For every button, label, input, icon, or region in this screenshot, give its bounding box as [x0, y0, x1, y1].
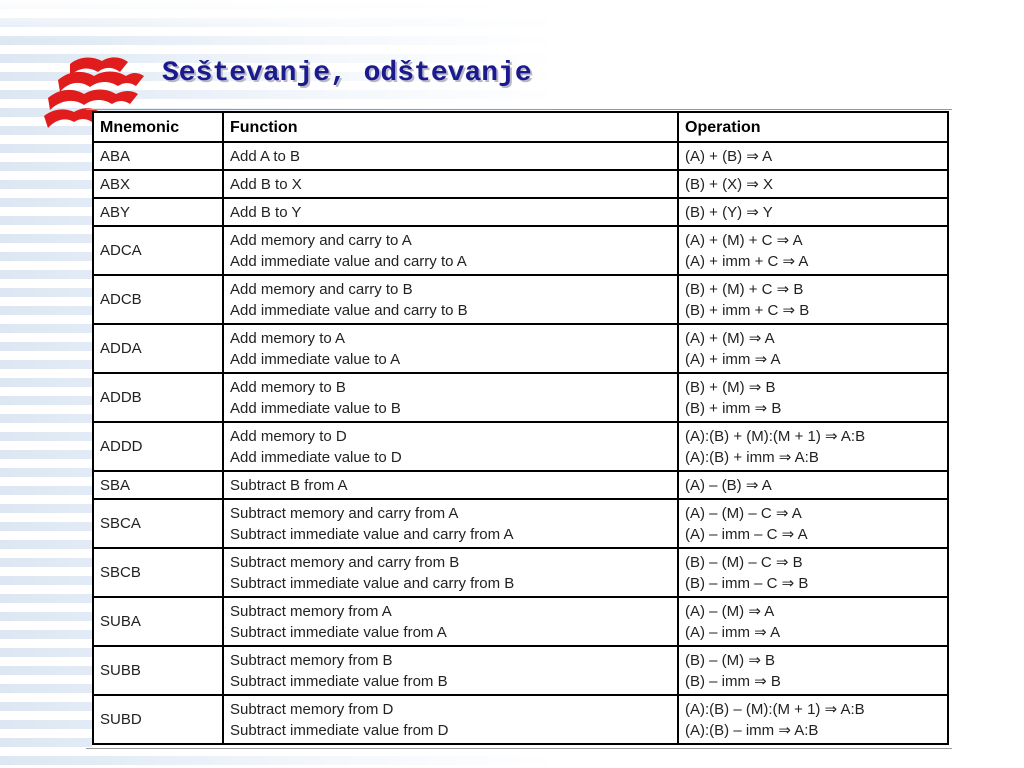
table-row [93, 422, 948, 471]
function-text: Subtract memory from D [230, 700, 394, 718]
mnemonic-cell: ADDA [93, 324, 223, 373]
function-cell [223, 646, 678, 695]
function-cell [223, 597, 678, 646]
mnemonic-cell: ADDD [93, 422, 223, 471]
mnemonic-cell: ADCB [93, 275, 223, 324]
operation-text: (B) + (M) ⇒ B [685, 378, 776, 396]
operation-cell [678, 646, 948, 695]
function-cell [223, 198, 678, 226]
mnemonic-cell: SUBD [93, 695, 223, 744]
operation-text: (A):(B) + imm ⇒ A:B [685, 448, 819, 466]
mnemonic-cell: ABY [93, 198, 223, 226]
operation-text: (B) + (Y) ⇒ Y [685, 203, 773, 221]
background-fade [0, 0, 1024, 40]
operation-text: (A) + (M) + C ⇒ A [685, 231, 803, 249]
function-text: Add memory to B [230, 378, 346, 396]
function-cell [223, 170, 678, 198]
operation-cell [678, 695, 948, 744]
mnemonic-cell: SBCA [93, 499, 223, 548]
function-cell [223, 422, 678, 471]
operation-text: (A):(B) – (M):(M + 1) ⇒ A:B [685, 700, 865, 718]
table-row [93, 646, 948, 695]
function-text: Subtract memory from B [230, 651, 393, 669]
function-text: Add immediate value and carry to A [230, 252, 467, 270]
function-cell [223, 373, 678, 422]
function-text: Subtract immediate value and carry from B [230, 574, 515, 592]
operation-text: (B) – (M) – C ⇒ B [685, 553, 803, 571]
function-text: Add immediate value and carry to B [230, 301, 468, 319]
instruction-table-container [92, 111, 947, 747]
operation-text: (A) – imm – C ⇒ A [685, 525, 808, 543]
function-text: Subtract immediate value from A [230, 623, 447, 641]
operation-cell [678, 499, 948, 548]
function-text: Add B to Y [230, 203, 302, 221]
function-text: Add B to X [230, 175, 302, 193]
table-row [93, 198, 948, 226]
operation-cell [678, 471, 948, 499]
function-cell [223, 548, 678, 597]
table-row [93, 471, 948, 499]
operation-text: (A) – (B) ⇒ A [685, 476, 772, 494]
table-row [93, 695, 948, 744]
mnemonic-cell: ABA [93, 142, 223, 170]
operation-cell [678, 548, 948, 597]
function-text: Add immediate value to D [230, 448, 402, 466]
function-text: Add memory to A [230, 329, 346, 347]
page-title: Seštevanje, odštevanje [162, 58, 532, 89]
table-row [93, 142, 948, 170]
table-row [93, 373, 948, 422]
operation-cell [678, 170, 948, 198]
operation-text: (A) – imm ⇒ A [685, 623, 781, 641]
function-cell [223, 471, 678, 499]
operation-text: (B) – (M) ⇒ B [685, 651, 776, 669]
operation-text: (B) + imm + C ⇒ B [685, 301, 810, 319]
operation-text: (B) + (X) ⇒ X [685, 175, 773, 193]
table-row [93, 170, 948, 198]
mnemonic-cell: ABX [93, 170, 223, 198]
function-text: Subtract B from A [230, 476, 348, 494]
table-row [93, 597, 948, 646]
mnemonic-cell: SBA [93, 471, 223, 499]
function-cell [223, 499, 678, 548]
mnemonic-cell: ADDB [93, 373, 223, 422]
mnemonic-cell: SUBB [93, 646, 223, 695]
column-header-mnemonic: Mnemonic [93, 112, 223, 142]
mnemonic-cell: SBCB [93, 548, 223, 597]
function-cell [223, 226, 678, 275]
column-header-function: Function [223, 112, 678, 142]
operation-cell [678, 324, 948, 373]
function-text: Subtract immediate value from D [230, 721, 449, 739]
operation-text: (A) + (M) ⇒ A [685, 329, 775, 347]
function-text: Add memory to D [230, 427, 347, 445]
operation-cell [678, 275, 948, 324]
function-cell [223, 695, 678, 744]
column-header-operation: Operation [678, 112, 948, 142]
function-text: Subtract memory and carry from A [230, 504, 459, 522]
function-text: Subtract immediate value from B [230, 672, 448, 690]
mnemonic-cell: SUBA [93, 597, 223, 646]
operation-cell [678, 198, 948, 226]
function-text: Subtract memory from A [230, 602, 392, 620]
operation-text: (A) + imm ⇒ A [685, 350, 781, 368]
table-row [93, 499, 948, 548]
operation-text: (A) + (B) ⇒ A [685, 147, 773, 165]
table-header-row [93, 112, 948, 142]
operation-text: (A) + imm + C ⇒ A [685, 252, 809, 270]
divider-line-top [86, 109, 952, 110]
function-cell [223, 324, 678, 373]
operation-cell [678, 597, 948, 646]
function-text: Subtract memory and carry from B [230, 553, 460, 571]
mnemonic-cell: ADCA [93, 226, 223, 275]
operation-text: (A):(B) + (M):(M + 1) ⇒ A:B [685, 427, 866, 445]
operation-text: (B) – imm ⇒ B [685, 672, 781, 690]
table-row [93, 324, 948, 373]
table-row [93, 548, 948, 597]
function-text: Add immediate value to B [230, 399, 401, 417]
operation-cell [678, 422, 948, 471]
table-row [93, 226, 948, 275]
instruction-table [92, 111, 949, 745]
function-text: Add A to B [230, 147, 301, 165]
operation-text: (B) + (M) + C ⇒ B [685, 280, 804, 298]
operation-text: (A) – (M) ⇒ A [685, 602, 775, 620]
table-body [93, 142, 948, 744]
operation-text: (A) – (M) – C ⇒ A [685, 504, 802, 522]
function-text: Add immediate value to A [230, 350, 401, 368]
function-text: Subtract immediate value and carry from A [230, 525, 514, 543]
table-row [93, 275, 948, 324]
function-text: Add memory and carry to A [230, 231, 412, 249]
operation-cell [678, 142, 948, 170]
operation-text: (B) + imm ⇒ B [685, 399, 782, 417]
operation-cell [678, 226, 948, 275]
operation-text: (B) – imm – C ⇒ B [685, 574, 809, 592]
function-cell [223, 142, 678, 170]
operation-cell [678, 373, 948, 422]
operation-text: (A):(B) – imm ⇒ A:B [685, 721, 819, 739]
divider-line-bottom [86, 748, 952, 749]
function-text: Add memory and carry to B [230, 280, 413, 298]
function-cell [223, 275, 678, 324]
